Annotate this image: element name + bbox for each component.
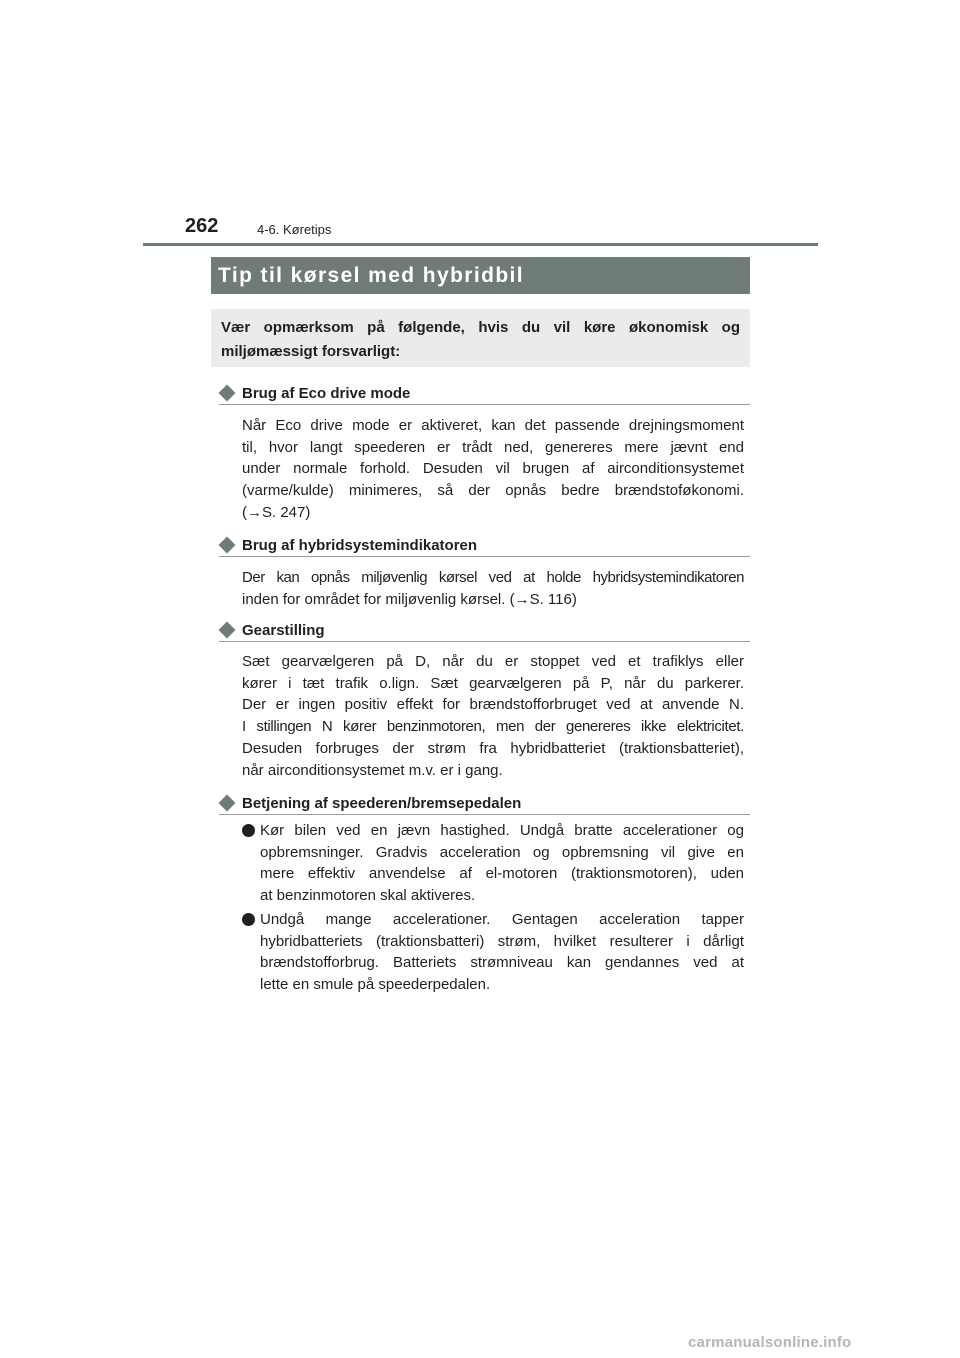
subheading-text: Brug af Eco drive mode — [242, 384, 411, 402]
paragraph-line: Når Eco drive mode er aktiveret, kan det passende drejningsmoment — [242, 417, 744, 434]
title-bar — [211, 257, 750, 294]
bullet-item — [242, 909, 744, 996]
subheading-pedal-operation — [219, 792, 750, 815]
watermark: carmanualsonline.info — [688, 1334, 852, 1351]
bullet-line: Undgå mange accelerationer. Gentagen acceleration tapper — [260, 911, 744, 928]
page-reference: (→S. 247) — [242, 503, 311, 521]
subheading-gear-position — [219, 619, 750, 642]
paragraph-eco-drive — [242, 415, 744, 524]
paragraph-gear-position — [242, 651, 744, 781]
paragraph-line: Desuden forbruges der strøm fra hybridbatteriet (traktionsbatteriet), — [242, 739, 744, 757]
bullet-text — [260, 820, 744, 907]
bullet-text — [260, 909, 744, 996]
page-number: 262 — [185, 215, 219, 237]
diamond-icon — [219, 622, 236, 639]
paragraph-line: I stillingen N kører benzinmotoren, men der genereres ikke elektricitet. — [242, 718, 744, 736]
section-label: 4-6. Køretips — [257, 222, 332, 237]
paragraph-line: når airconditionsystemet m.v. er i gang. — [242, 761, 503, 779]
paragraph-line: (varme/kulde) minimeres, så der opnås bedre brændstoføkonomi. — [242, 482, 744, 500]
bullet-line: brændstofforbrug. Batteriets strømniveau kan gendannes ved at — [260, 954, 744, 972]
bullet-line: hybridbatteriets (traktionsbatteri) strøm, hvilket resulterer i dårligt — [260, 932, 744, 950]
paragraph-line: Sæt gearvælgeren på D, når du er stoppet ved et trafiklys eller — [242, 653, 744, 670]
subheading-hybrid-indicator — [219, 534, 750, 557]
paragraph-line: inden for området for miljøvenlig kørsel. (→S. 116) — [242, 590, 577, 608]
paragraph-line: Der kan opnås miljøvenlig kørsel ved at holde hybridsystemindikatoren — [242, 569, 744, 586]
bullet-line: Kør bilen ved en jævn hastighed. Undgå bratte accelerationer og — [260, 822, 744, 839]
bullet-line: lette en smule på speederpedalen. — [260, 976, 491, 994]
intro-box: Vær opmærksom på følgende, hvis du vil køre økonomisk og miljømæssigt forsvarligt: — [211, 309, 750, 367]
bullet-dot-icon — [242, 824, 255, 837]
page-title: Tip til kørsel med hybridbil — [218, 263, 525, 287]
paragraph-line: Der er ingen positiv effekt for brændstofforbruget ved at anvende N. — [242, 696, 744, 714]
bullet-line: at benzinmotoren skal aktiveres. — [260, 887, 476, 905]
diamond-icon — [219, 795, 236, 812]
bullet-dot-icon — [242, 913, 255, 926]
paragraph-line: under normale forhold. Desuden vil brugen af airconditionsystemet — [242, 460, 744, 478]
diamond-icon — [219, 385, 236, 402]
paragraph-line: kører i tæt trafik o.lign. Sæt gearvælgeren på P, når du parkerer. — [242, 674, 744, 692]
subheading-text: Betjening af speederen/bremsepedalen — [242, 794, 522, 812]
bullet-item — [242, 820, 744, 907]
header-rule — [143, 243, 818, 246]
subheading-eco-drive — [219, 382, 750, 405]
bullet-line: mere effektiv anvendelse af el-motoren (traktionsmotoren), uden — [260, 865, 744, 883]
paragraph-line: til, hvor langt speederen er trådt ned, genereres mere jævnt end — [242, 438, 744, 456]
subheading-text: Gearstilling — [242, 621, 325, 639]
paragraph-hybrid-indicator — [242, 567, 744, 610]
bullet-line: opbremsninger. Gradvis acceleration og opbremsning vil give en — [260, 843, 744, 861]
subheading-text: Brug af hybridsystemindikatoren — [242, 536, 478, 554]
diamond-icon — [219, 537, 236, 554]
